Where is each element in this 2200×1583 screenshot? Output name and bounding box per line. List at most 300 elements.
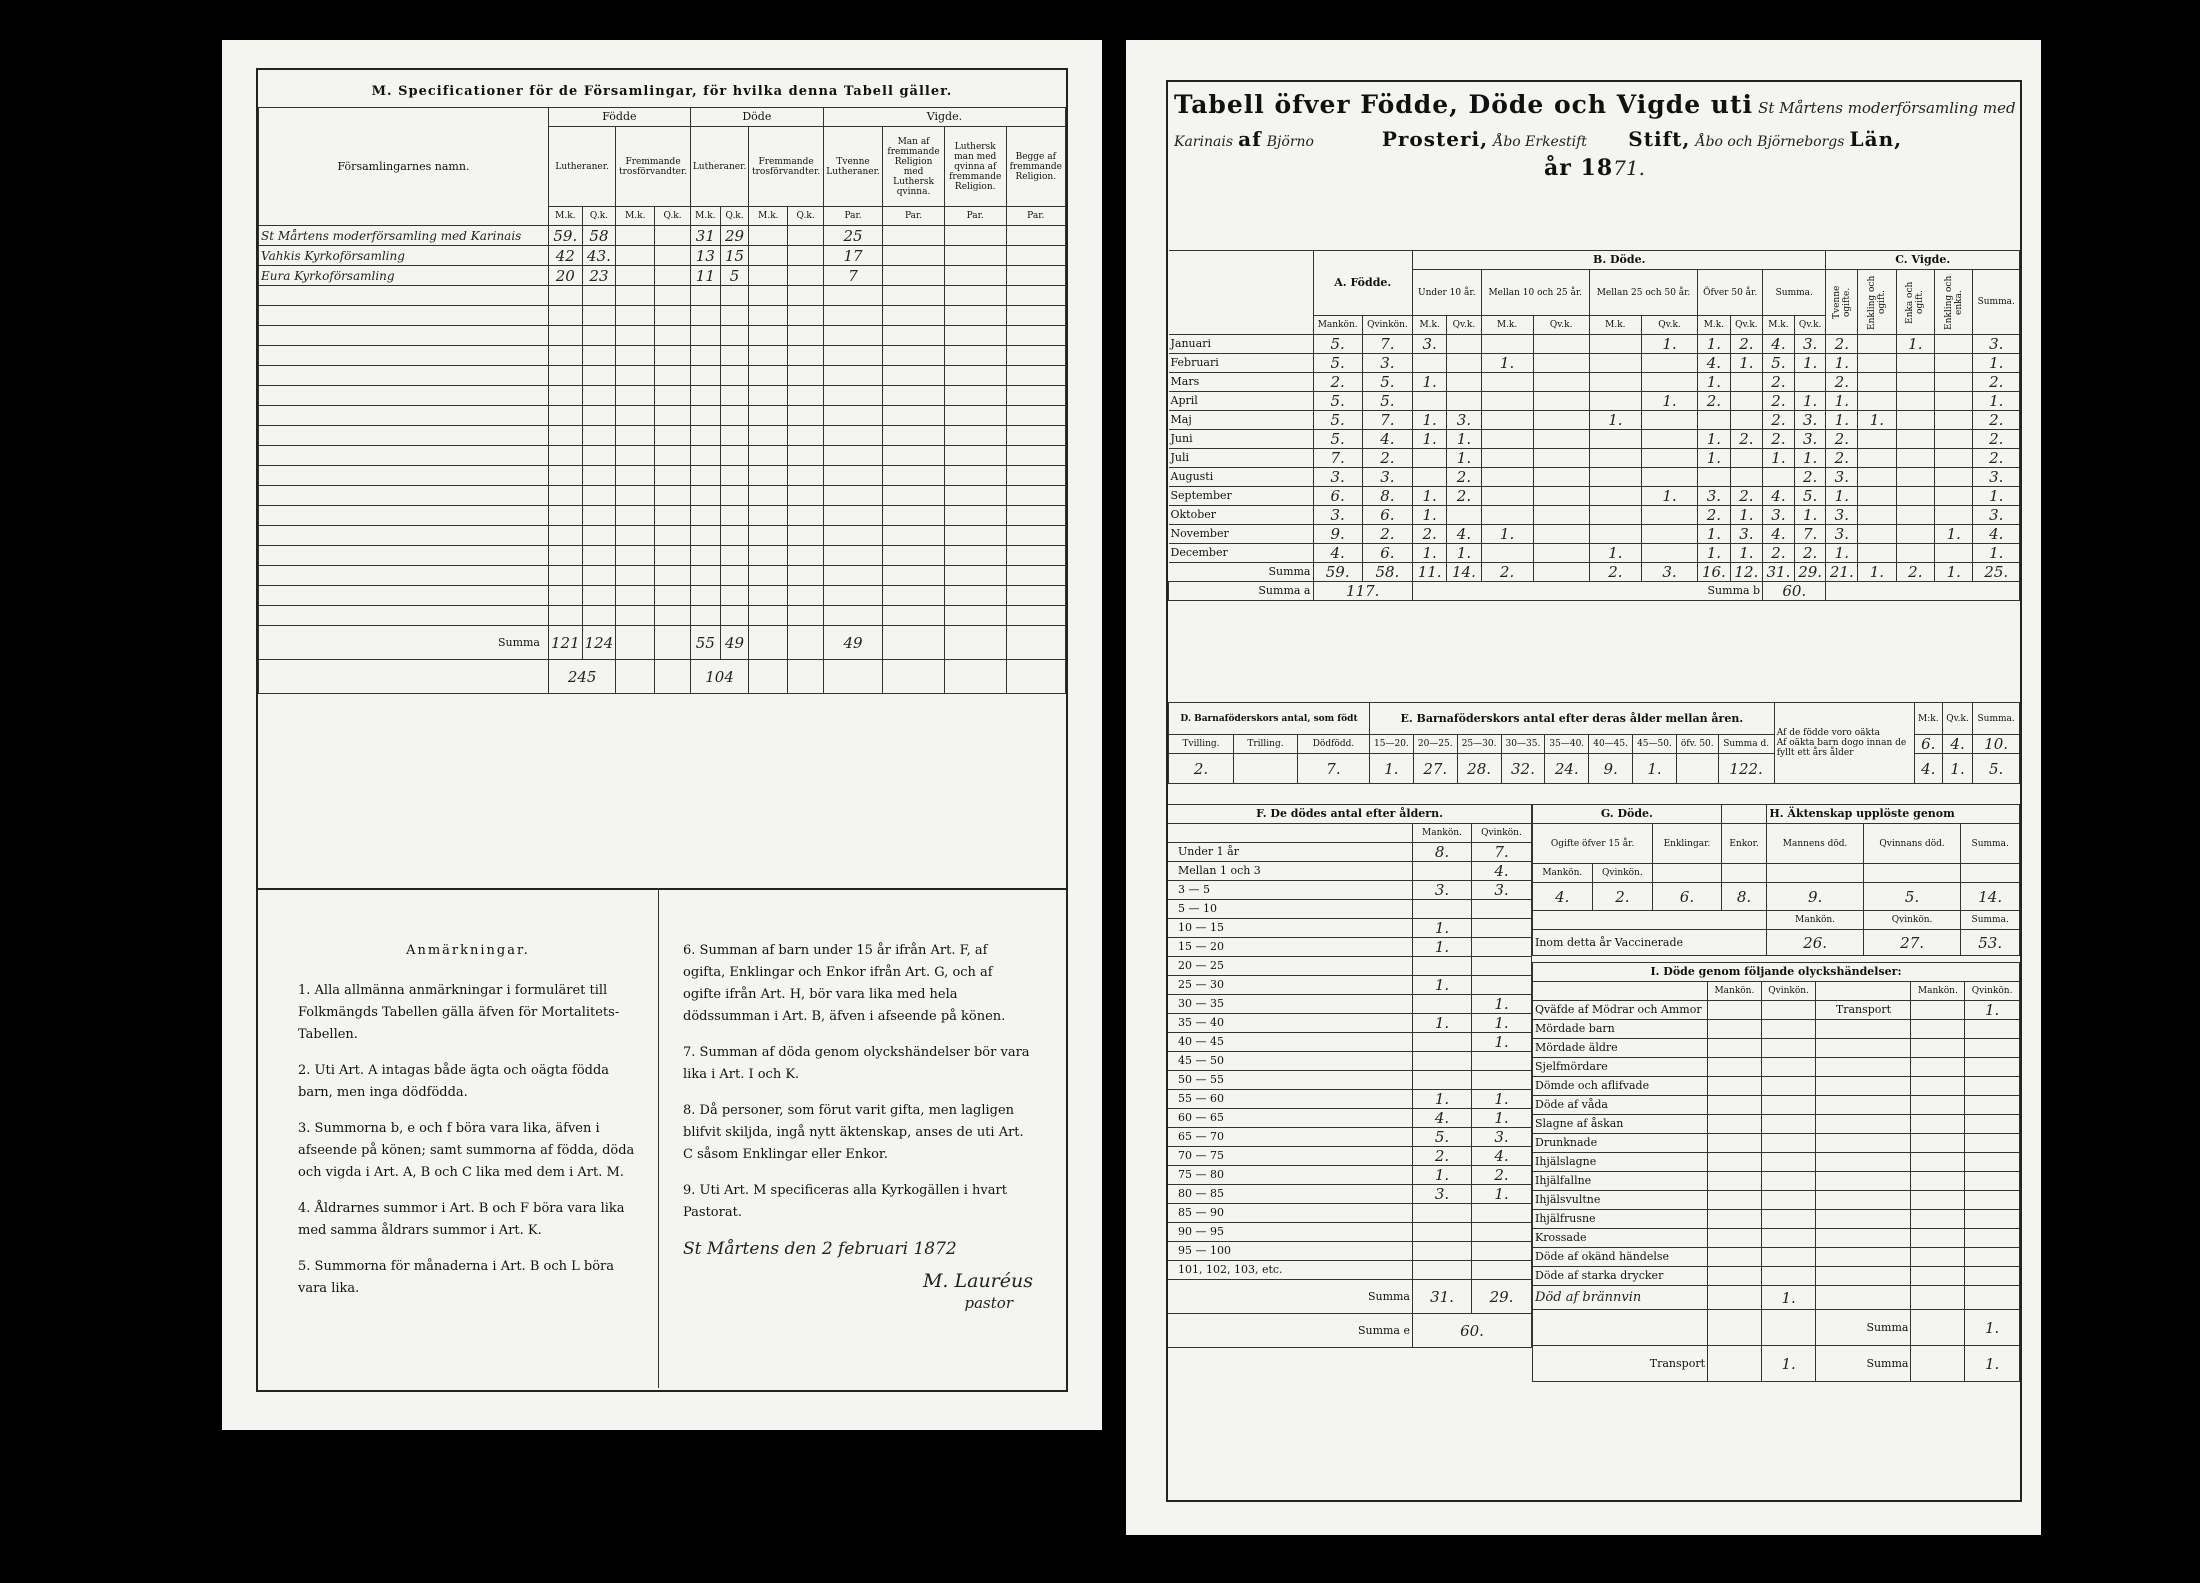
hdr-qk: Qv.k. [1794, 316, 1826, 335]
age-label: Mellan 1 och 3 [1168, 862, 1413, 881]
col-f-fremm: Fremmande trosförvandter. [616, 127, 691, 207]
table-cell [749, 286, 788, 306]
age-qvinkon: 1. [1472, 1033, 1532, 1052]
month-cell: 1. [1973, 544, 2020, 563]
table-cell [1006, 606, 1065, 626]
accident-row [1533, 1039, 2020, 1058]
i-hdr-mankon-2: Mankön. [1911, 982, 1965, 1001]
spec-title: M. Specificationer för de Församlingar, för hvilka denna Tabell gäller. [371, 84, 953, 99]
table-cell [749, 586, 788, 606]
f-summa-e-label: Summa e [1168, 1314, 1413, 1348]
col-d-luth: Lutheraner. [690, 127, 748, 207]
month-cell: 4. [1763, 335, 1795, 354]
month-cell [1896, 430, 1934, 449]
e-col: 25—30. [1457, 735, 1501, 754]
table-cell [582, 286, 616, 306]
accident-cell [1816, 1248, 1911, 1267]
spec-rows [259, 226, 1066, 626]
accident-cell [1816, 1153, 1911, 1172]
age-row [1168, 881, 1532, 900]
table-cell [788, 466, 824, 486]
month-cell [1641, 430, 1697, 449]
f-hdr-qvinkon: Qvinkön. [1472, 824, 1532, 843]
month-cell [1896, 525, 1934, 544]
hdr-mk: M.k. [749, 207, 788, 226]
f-summa-q: 29. [1472, 1280, 1532, 1314]
accident-qvinkon [1761, 1191, 1816, 1210]
summa-a: 117. [1313, 582, 1412, 601]
parish-name [259, 326, 549, 346]
month-cell [1412, 449, 1446, 468]
accident-row [1533, 1191, 2020, 1210]
month-cell [1858, 373, 1896, 392]
month-summa-cell: 31. [1763, 563, 1795, 582]
accident-label: Mördade barn [1533, 1020, 1708, 1039]
grp-vigde: Vigde. [823, 108, 1065, 127]
total-fodde: 245 [549, 660, 616, 694]
age-row [1168, 1166, 1532, 1185]
month-label: Januari [1169, 335, 1314, 354]
month-cell: 2. [1973, 449, 2020, 468]
table-row [259, 346, 1066, 366]
month-cell [1730, 392, 1762, 411]
month-label: Juli [1169, 449, 1314, 468]
age-qvinkon: 3. [1472, 1128, 1532, 1147]
table-cell [1006, 346, 1065, 366]
month-cell: 2. [1698, 392, 1730, 411]
d-val: 7. [1297, 754, 1369, 784]
table-cell [582, 546, 616, 566]
table-cell [582, 386, 616, 406]
d-col-trilling: Trilling. [1234, 735, 1298, 754]
table-cell [823, 586, 882, 606]
month-cell [1935, 392, 1973, 411]
prosteri-hand: Björno [1266, 134, 1314, 150]
signature-title: pastor [964, 1294, 1013, 1312]
table-cell [549, 606, 583, 626]
table-cell [788, 286, 824, 306]
table-cell [1006, 326, 1065, 346]
month-cell: 5. [1313, 411, 1362, 430]
month-cell: 1. [1698, 430, 1730, 449]
age-mankon [1413, 1223, 1472, 1242]
hdr-qk: Q.k. [582, 207, 616, 226]
sum-v: 49 [823, 626, 882, 660]
oakta-hdr-summa: Summa. [1973, 703, 2020, 735]
month-cell [1858, 449, 1896, 468]
month-cell: 1. [1481, 354, 1533, 373]
table-cell [883, 266, 945, 286]
accident-mankon [1708, 1267, 1762, 1286]
table-cell: 58 [582, 226, 616, 246]
table-cell [788, 566, 824, 586]
signature-place: St Mårtens den 2 februari 1872 [683, 1239, 957, 1259]
table-cell [944, 546, 1006, 566]
h-col-mannens: Mannens död. [1767, 824, 1863, 864]
f-table [1168, 804, 1532, 1348]
accident-cell [1965, 1172, 2020, 1191]
accident-cell [1965, 1153, 2020, 1172]
right-frame [1166, 80, 2022, 1502]
table-cell: 31 [690, 226, 720, 246]
table-cell [690, 446, 720, 466]
hdr-qk: Qv.k. [1730, 316, 1762, 335]
accident-cell [1816, 1096, 1911, 1115]
accident-cell [1911, 1267, 1965, 1286]
parish-name [259, 426, 549, 446]
age-label: 5 — 10 [1168, 900, 1413, 919]
month-cell: 2. [1826, 449, 1858, 468]
month-cell: 5. [1313, 335, 1362, 354]
e-col: 15—20. [1369, 735, 1413, 754]
accident-row [1533, 1115, 2020, 1134]
month-cell: 5. [1362, 373, 1412, 392]
month-cell: 1. [1826, 354, 1858, 373]
sec-c: C. Vigde. [1826, 251, 2020, 270]
month-cell: 2. [1973, 373, 2020, 392]
age-row [1168, 1223, 1532, 1242]
table-cell [883, 226, 945, 246]
month-label: Februari [1169, 354, 1314, 373]
month-label: Mars [1169, 373, 1314, 392]
table-cell [944, 346, 1006, 366]
d-val [1234, 754, 1298, 784]
table-cell [690, 566, 720, 586]
month-cell: 3. [1794, 411, 1826, 430]
month-cell: 2. [1794, 468, 1826, 487]
month-cell [1698, 411, 1730, 430]
signature-name: M. Lauréus [922, 1270, 1033, 1292]
table-row [259, 426, 1066, 446]
vacc-val: 26. [1767, 930, 1863, 956]
table-cell [690, 406, 720, 426]
table-cell [749, 346, 788, 366]
month-cell: 8. [1362, 487, 1412, 506]
table-cell [582, 566, 616, 586]
accident-label: Krossade [1533, 1229, 1708, 1248]
table-cell [944, 286, 1006, 306]
hdr-mk: M.k. [1589, 316, 1641, 335]
month-cell [1447, 373, 1481, 392]
table-cell [823, 386, 882, 406]
accident-label: Slagne af åskan [1533, 1115, 1708, 1134]
table-cell [549, 326, 583, 346]
table-row [259, 606, 1066, 626]
accident-row [1533, 1077, 2020, 1096]
g-val: 8. [1721, 883, 1767, 911]
month-cell: 3. [1826, 468, 1858, 487]
month-cell [1935, 354, 1973, 373]
age-row [1168, 1090, 1532, 1109]
month-cell: 4. [1763, 487, 1795, 506]
month-cell: 2. [1313, 373, 1362, 392]
total-dode: 104 [690, 660, 748, 694]
table-cell [1006, 486, 1065, 506]
age-qvinkon [1472, 919, 1532, 938]
month-cell: 1. [1896, 335, 1934, 354]
parish-name [259, 486, 549, 506]
table-cell [883, 566, 945, 586]
month-cell [1481, 373, 1533, 392]
age-row [1168, 1052, 1532, 1071]
month-cell [1794, 373, 1826, 392]
table-cell [616, 526, 655, 546]
f-summa-e: 60. [1413, 1314, 1532, 1348]
g-col-enklingar: Enklingar. [1653, 824, 1722, 864]
table-cell [690, 586, 720, 606]
month-row [1169, 411, 2020, 430]
e-col: 20—25. [1413, 735, 1457, 754]
h-col-qvinnans: Qvinnans död. [1863, 824, 1961, 864]
age-row [1168, 995, 1532, 1014]
table-cell [788, 386, 824, 406]
table-cell [883, 446, 945, 466]
hdr-par: Par. [823, 207, 882, 226]
month-cell: 3. [1763, 506, 1795, 525]
month-cell: 2. [1362, 525, 1412, 544]
accident-qvinkon [1761, 1020, 1816, 1039]
parish-name [259, 286, 549, 306]
ghi-block [1532, 804, 2020, 1382]
month-cell [1896, 468, 1934, 487]
table-row [259, 586, 1066, 606]
month-row [1169, 354, 2020, 373]
month-summa-cell: 2. [1896, 563, 1934, 582]
month-cell: 1. [1412, 411, 1446, 430]
e-val: 32. [1501, 754, 1545, 784]
vacc-hdr-mankon: Mankön. [1767, 911, 1863, 930]
table-cell [823, 286, 882, 306]
table-cell [720, 606, 748, 626]
notes-right [683, 940, 1033, 1314]
age-label: 15 — 20 [1168, 938, 1413, 957]
e-val: 27. [1413, 754, 1457, 784]
age-label: 101, 102, 103, etc. [1168, 1261, 1413, 1280]
month-cell: 3. [1313, 468, 1362, 487]
accident-label: Mördade äldre [1533, 1039, 1708, 1058]
table-cell [720, 486, 748, 506]
accident-qvinkon [1761, 1058, 1816, 1077]
month-cell [1533, 430, 1589, 449]
accident-qvinkon [1761, 1172, 1816, 1191]
table-cell [788, 586, 824, 606]
month-cell: 1. [1589, 411, 1641, 430]
parish-name [259, 346, 549, 366]
month-cell [1935, 411, 1973, 430]
age-label: 60 — 65 [1168, 1109, 1413, 1128]
i-hdr-mankon: Mankön. [1708, 982, 1762, 1001]
month-cell [1858, 468, 1896, 487]
f-hdr-mankon: Mankön. [1413, 824, 1472, 843]
parish-name: Vahkis Kyrkoförsamling [259, 246, 549, 266]
age-label: 45 — 50 [1168, 1052, 1413, 1071]
oakta-v1-mk: 6. [1914, 735, 1942, 754]
table-cell [944, 586, 1006, 606]
accident-cell [1965, 1134, 2020, 1153]
age-mankon: 4. [1413, 1109, 1472, 1128]
month-cell [1533, 449, 1589, 468]
accident-cell [1816, 1210, 1911, 1229]
hdr-mk: M.k. [1481, 316, 1533, 335]
table-cell [823, 486, 882, 506]
title-a: Tabell öfver Födde, Döde och Vigde uti [1174, 90, 1754, 119]
table-cell [944, 506, 1006, 526]
month-label: September [1169, 487, 1314, 506]
month-cell: 2. [1730, 430, 1762, 449]
acc-summa2-label: Summa [1816, 1346, 1911, 1382]
grp-dode: Döde [690, 108, 823, 127]
month-cell [1533, 392, 1589, 411]
hdr-mk: M.k. [616, 207, 655, 226]
month-summa-cell: 29. [1794, 563, 1826, 582]
sum-d-mk: 55 [690, 626, 720, 660]
sec-f: F. De dödes antal efter åldern. [1168, 805, 1532, 824]
month-cell [1858, 544, 1896, 563]
accident-label: Döde af okänd händelse [1533, 1248, 1708, 1267]
h-val: 9. [1767, 883, 1863, 911]
month-cell: 1. [1641, 392, 1697, 411]
age-label: 10 — 15 [1168, 919, 1413, 938]
age-row [1168, 1109, 1532, 1128]
month-cell [1896, 354, 1934, 373]
prosteri-label: Prosteri, [1381, 127, 1489, 151]
age-label: 90 — 95 [1168, 1223, 1413, 1242]
table-cell [582, 446, 616, 466]
month-cell: 3. [1447, 411, 1481, 430]
month-summa-cell: 59. [1313, 563, 1362, 582]
table-cell [616, 486, 655, 506]
table-cell [616, 586, 655, 606]
table-cell [823, 446, 882, 466]
month-cell: 5. [1794, 487, 1826, 506]
table-cell [616, 446, 655, 466]
age-qvinkon: 2. [1472, 1166, 1532, 1185]
table-cell: 42 [549, 246, 583, 266]
table-cell [823, 526, 882, 546]
month-row [1169, 487, 2020, 506]
table-cell [616, 266, 655, 286]
table-cell [549, 286, 583, 306]
vacc-label: Inom detta år Vaccinerade [1533, 930, 1767, 956]
table-cell [944, 526, 1006, 546]
col-luth-man: Luthersk man med qvinna af fremmande Religion. [944, 127, 1006, 207]
parish-name [259, 566, 549, 586]
month-cell [1858, 354, 1896, 373]
table-cell [1006, 246, 1065, 266]
hdr-qk: Q.k. [720, 207, 748, 226]
summa-a-label: Summa a [1169, 582, 1314, 601]
month-summa-cell: 11. [1412, 563, 1446, 582]
accident-row [1533, 1248, 2020, 1267]
month-cell: 4. [1763, 525, 1795, 544]
accident-cell [1965, 1210, 2020, 1229]
age-row [1168, 1033, 1532, 1052]
age-qvinkon [1472, 1052, 1532, 1071]
table-cell [883, 306, 945, 326]
g-hdr-mankon: Mankön. [1533, 864, 1593, 883]
vacc-hdr-summa: Summa. [1961, 911, 2020, 930]
acc-summa2: 1. [1965, 1346, 2020, 1382]
month-cell [1533, 468, 1589, 487]
table-cell: 13 [690, 246, 720, 266]
accident-qvinkon [1761, 1077, 1816, 1096]
age-row [1168, 957, 1532, 976]
table-cell [655, 226, 691, 246]
month-cell: 1. [1794, 354, 1826, 373]
month-cell [1641, 411, 1697, 430]
month-cell: 2. [1412, 525, 1446, 544]
hdr-qvinkon: Qvinkön. [1362, 316, 1412, 335]
month-cell [1533, 373, 1589, 392]
accident-cell [1911, 1210, 1965, 1229]
accident-cell [1965, 1229, 2020, 1248]
stift-label: Stift, [1628, 127, 1691, 151]
age-label: Under 1 år [1168, 843, 1413, 862]
month-summa-cell: 21. [1826, 563, 1858, 582]
accident-cell [1816, 1191, 1911, 1210]
month-summa-cell: 3. [1641, 563, 1697, 582]
accident-row [1533, 1058, 2020, 1077]
table-cell [549, 446, 583, 466]
note-4: 4. Åldrarnes summor i Art. B och F böra vara lika med samma åldrars summor i Art. K. [298, 1201, 625, 1238]
month-cell: 2. [1698, 506, 1730, 525]
age-row [1168, 900, 1532, 919]
table-cell [720, 346, 748, 366]
age-mankon [1413, 1204, 1472, 1223]
e-val [1676, 754, 1718, 784]
table-cell [823, 326, 882, 346]
lan-hand: Åbo och Björneborgs [1695, 134, 1845, 150]
left-page [222, 40, 1102, 1430]
month-cell [1589, 525, 1641, 544]
month-cell: 1. [1412, 373, 1446, 392]
table-cell [788, 366, 824, 386]
month-summa-cell: 1. [1935, 563, 1973, 582]
hdr-qk: Qv.k. [1533, 316, 1589, 335]
age-mankon: 1. [1413, 1166, 1472, 1185]
notes-title: Anmärkningar. [406, 943, 530, 958]
table-cell [655, 286, 691, 306]
table-cell [690, 506, 720, 526]
table-cell [616, 506, 655, 526]
summa-ab-row [1169, 582, 2020, 601]
hdr-par: Par. [1006, 207, 1065, 226]
sec-b: B. Döde. [1412, 251, 1825, 270]
table-cell [655, 506, 691, 526]
table-cell [1006, 286, 1065, 306]
table-cell [549, 586, 583, 606]
table-cell [720, 286, 748, 306]
table-cell [720, 506, 748, 526]
table-row [259, 486, 1066, 506]
month-cell [1481, 430, 1533, 449]
b-col-over50: Öfver 50 år. [1698, 270, 1763, 316]
table-cell [549, 506, 583, 526]
table-cell [883, 486, 945, 506]
month-cell: 1. [1481, 525, 1533, 544]
age-row [1168, 862, 1532, 881]
table-cell [1006, 466, 1065, 486]
table-cell [655, 526, 691, 546]
table-row [259, 326, 1066, 346]
table-cell [788, 326, 824, 346]
table-cell [720, 526, 748, 546]
table-cell [749, 526, 788, 546]
accident-mankon [1708, 1096, 1762, 1115]
month-cell: 2. [1447, 487, 1481, 506]
table-cell [720, 446, 748, 466]
month-cell: 1. [1973, 487, 2020, 506]
